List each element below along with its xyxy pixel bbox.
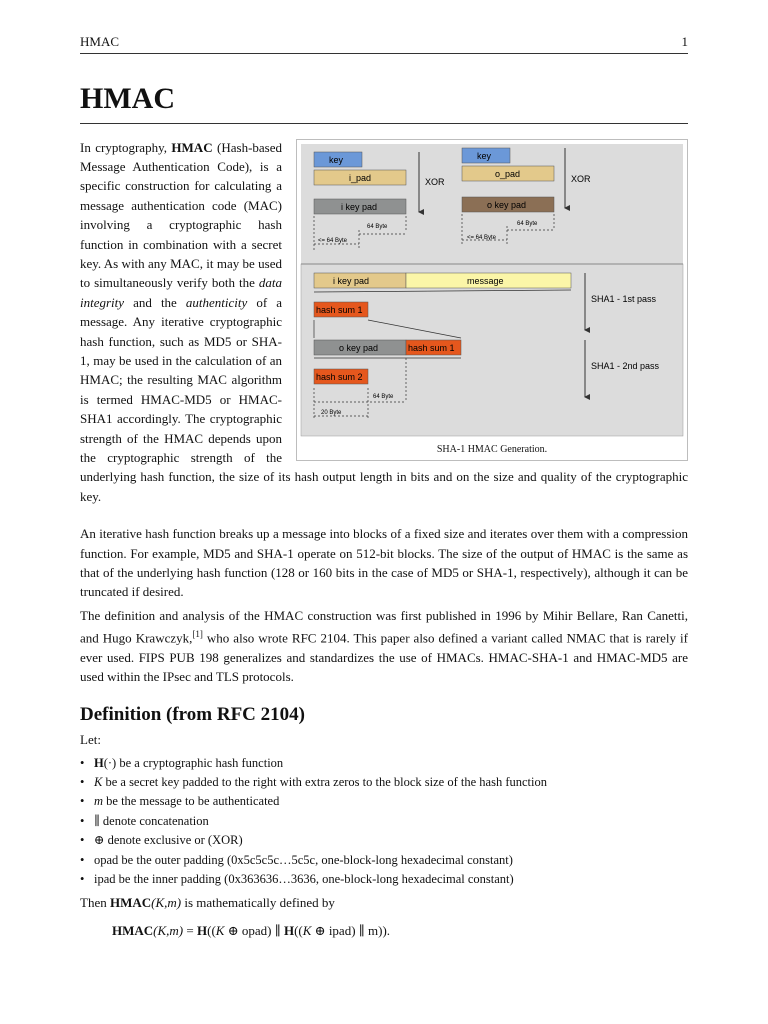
formula-mid4: ⊕ ipad) ∥ m)). <box>311 922 391 938</box>
size64-label: 64 Byte <box>373 393 394 400</box>
formula-mid2: ⊕ opad) ∥ <box>224 922 284 938</box>
list-item <box>80 792 688 811</box>
formula-eq: = <box>183 922 197 938</box>
intro-s3: and the <box>124 294 186 310</box>
list-item <box>80 773 688 792</box>
right-xor-label: XOR <box>571 173 591 184</box>
def-symbol: ⊕ <box>94 833 105 848</box>
definition-then <box>80 893 688 912</box>
intro-s2: (Hash-based Message Authentication Code), is a specific construction for calculating a message authentication code (MAC) involving a cryptographic hash function in combination with a secret key. As with any MAC, it may be used to simultaneously verify both the <box>80 139 283 291</box>
hmac-diagram-figure <box>296 139 688 461</box>
paragraph-2: An iterative hash function breaks up a message into blocks of a fixed size and iterates over them with a compression function. For example, MD5 and SHA-1 operate on 512-bit blocks. The size of the output of HMAC is the same as that of the underlying hash function (128 or 160 bits in the case of MD5 or SHA-1, respectively), although it can be truncated if desired. <box>80 526 688 600</box>
then-hmac: HMAC <box>109 895 152 911</box>
right-key-label: key <box>477 150 492 161</box>
left-ipad-label: i_pad <box>349 172 372 183</box>
citation-1-link[interactable]: [1] <box>192 629 203 640</box>
right-opad-label: o_pad <box>495 168 521 179</box>
formula-mid3: (( <box>294 922 303 938</box>
paragraph-3 <box>80 606 688 687</box>
para3-b: who also wrote RFC 2104. This paper also defined a variant called NMAC that is rarely if ever used. FIPS PUB 198 generalizes and standardizes the use of HMACs. HMAC-SHA-1 and HMAC-MD5 are used within the IPsec and TLS protocols. <box>80 630 688 685</box>
def-text: be a secret key padded to the right with extra zeros to the block size of the hash function <box>102 775 547 790</box>
right-size-le-label: <= 64 Byte <box>467 234 497 241</box>
left-key-label: key <box>329 154 344 165</box>
formula-args: (K,m) <box>153 922 184 938</box>
formula-k2: K <box>302 922 312 938</box>
figure-caption: SHA-1 HMAC Generation. <box>436 443 548 455</box>
page-number: 1 <box>681 34 688 49</box>
def-text: denote concatenation <box>99 813 209 828</box>
list-item <box>80 870 688 889</box>
def-symbol: H <box>94 755 104 770</box>
page <box>80 34 688 940</box>
then-a: Then <box>80 895 110 911</box>
running-title: HMAC <box>80 34 120 49</box>
def-text: opad be the outer padding (0x5c5c5c…5c5c, one-block-long hexadecimal constant) <box>94 852 513 867</box>
right-okeypad-label: o key pad <box>487 199 527 210</box>
formula-h2: H <box>283 922 295 938</box>
left-size-label: 64 Byte <box>367 223 388 230</box>
def-text: ipad be the inner padding (0x363636…3636, one-block-long hexadecimal constant) <box>94 872 514 887</box>
pass1-label: SHA1 - 1st pass <box>591 293 657 304</box>
intro-s1: In cryptography, <box>80 139 172 155</box>
formula-k1: K <box>215 922 225 938</box>
intro-authenticity: authenticity <box>185 294 248 310</box>
para3-a: The definition and analysis of the HMAC construction was first published in 1996 by Mihir Bellare, Ran Canetti, and Hugo Krawczyk, <box>80 607 688 646</box>
def-text: be the message to be authenticated <box>103 794 280 809</box>
def-text: (·) be a cryptographic hash function <box>103 755 284 770</box>
hash-sum1-label: hash sum 1 <box>316 304 363 315</box>
page-title: HMAC <box>80 82 688 124</box>
right-size-label: 64 Byte <box>517 220 538 227</box>
hash-sum1b-label: hash sum 1 <box>408 342 455 353</box>
definition-list <box>80 754 688 890</box>
size20-label: 20 Byte <box>321 409 342 416</box>
list-item <box>80 812 688 831</box>
bottom-ikeypad-label: i key pad <box>333 275 370 286</box>
hash-sum2-label: hash sum 2 <box>316 371 363 382</box>
left-xor-label: XOR <box>425 176 445 187</box>
bottom-okeypad-label: o key pad <box>339 342 379 353</box>
hmac-diagram <box>297 140 687 460</box>
list-item <box>80 851 688 870</box>
running-header <box>80 34 688 54</box>
left-size-le-label: <= 64 Byte <box>318 237 348 244</box>
definition-heading: Definition (from RFC 2104) <box>80 703 305 725</box>
list-item <box>80 831 688 850</box>
pass2-label: SHA1 - 2nd pass <box>591 360 660 371</box>
then-args: (K,m) <box>151 895 182 911</box>
article-body <box>80 138 688 941</box>
formula-mid1: (( <box>207 922 216 938</box>
then-b: is mathematically defined by <box>181 895 335 911</box>
hmac-formula <box>80 921 688 940</box>
formula-h1: H <box>196 922 208 938</box>
message-label: message <box>467 275 504 286</box>
def-symbol: m <box>94 794 104 809</box>
def-text: denote exclusive or (XOR) <box>104 833 243 848</box>
intro-hmac-bold: HMAC <box>171 139 213 155</box>
definition-let: Let: <box>80 732 101 748</box>
intro-data-integrity: data integrity <box>80 275 282 310</box>
list-item <box>80 754 688 773</box>
formula-lhs: HMAC <box>112 922 154 938</box>
def-symbol: ∥ <box>94 813 100 828</box>
def-symbol: K <box>94 775 103 790</box>
left-ikeypad-label: i key pad <box>341 201 378 212</box>
intro-s4: of a message. Any iterative cryptographic hash function, such as MD5 or SHA-1, may be used in the calculation of an HMAC; the resulting MAC algorithm is termed HMAC-MD5 or HMAC-SHA1 accordingly. The cryptographic strength of the HMAC depends upon the cryptographic strength of the underlying hash function, the size of its hash output length in bits and on the size and quality of the cryptographic key. <box>80 294 688 504</box>
